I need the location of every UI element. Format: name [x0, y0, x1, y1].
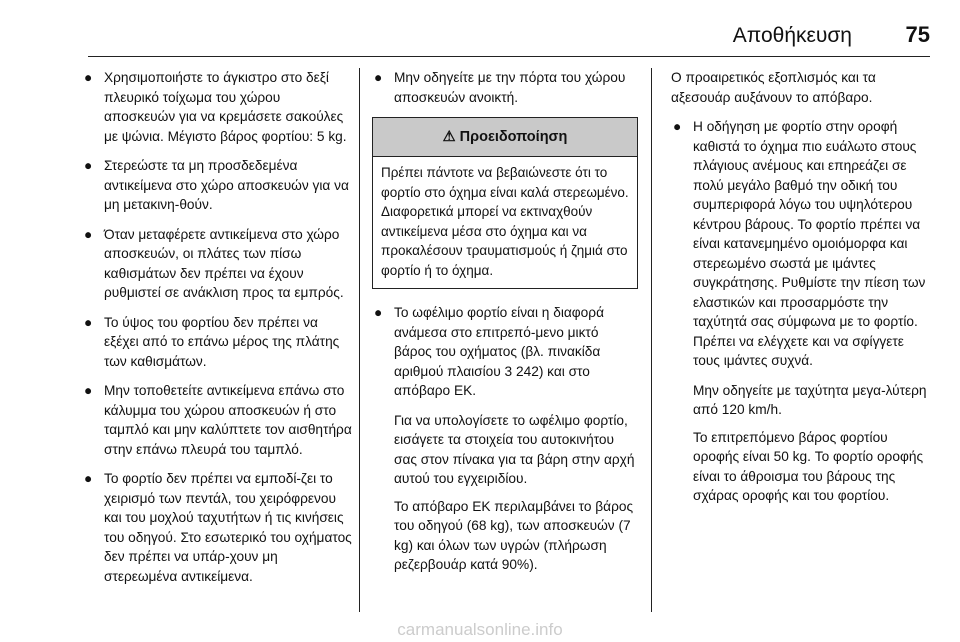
bullet-icon: ●	[374, 70, 383, 85]
bullet-icon: ●	[673, 119, 682, 134]
sub-paragraph: Μην οδηγείτε με ταχύτητα μεγα‐λύτερη από 120 km/h.	[693, 382, 927, 417]
bullet-item	[82, 68, 354, 146]
sub-paragraph: Το επιτρεπόμενο βάρος φορτίου οροφής είναι 50 kg. Το φορτίο οροφής είναι το άθροισμα του βάρους της σχάρας οροφής και του φορτίου.	[693, 429, 924, 503]
bullet-item	[372, 68, 638, 107]
bullet-text: Το ωφέλιμο φορτίο είναι η διαφορά ανάμεσα στο επιτρεπό‐μενο μικτό βάρος του οχήματος (βλ. πινακίδα αριθμού πλαισίου 3 242) και στο απόβαρο ΕΚ.	[394, 305, 604, 398]
bullet-icon: ●	[84, 226, 93, 242]
bullet-text: Μην οδηγείτε με την πόρτα του χώρου αποσκευών ανοικτή.	[394, 70, 626, 105]
bullet-text: Όταν μεταφέρετε αντικείμενα στο χώρο αποσκευών, οι πλάτες των πίσω καθισμάτων δεν πρέπει να έχουν ρυθμιστεί σε ανάκλιση προς τα εμπρός.	[104, 226, 344, 300]
bullet-icon: ●	[84, 70, 93, 85]
sub-paragraph: Για να υπολογίσετε το ωφέλιμο φορτίο, εισάγετε τα στοιχεία του αυτοκινήτου σας στον πίνακα για τα βάρη στην αρχή αυτού του εγχειριδίου.	[394, 412, 635, 486]
watermark: carmanualsonline.info	[397, 620, 563, 639]
bullet-item	[82, 225, 354, 303]
column-divider-2	[651, 68, 652, 612]
bullet-text: Η οδήγηση με φορτίο στην οροφή καθιστά το όχημα πιο ευάλωτο στους πλάγιους ανέμους και επηρεάζει σε πολύ μεγάλο βαθμό την οδική του συμπεριφορά λόγω του υψηλότερου κέντρου βάρους. Το φορτίο πρέπει να είναι κατανεμημένο ομοιόμορφα και στερεωμένο σωστά με ιμάντες συγκράτησης. Ρυθμίστε την πίεση των ελαστικών και προσαρμόστε την ταχύτητά σας σύμφωνα με το φορτίο. Πρέπει να ελέγχετε και να σφίγγετε τους ιμάντες συχνά.	[693, 119, 926, 368]
warning-header	[373, 118, 637, 157]
warning-title: Προειδοποίηση	[459, 129, 568, 145]
column-middle	[372, 68, 638, 583]
intro-paragraph: Ο προαιρετικός εξοπλισμός και τα αξεσουάρ αυξάνουν το απόβαρο.	[671, 70, 876, 105]
column-left	[82, 68, 354, 596]
page-number: 75	[905, 22, 930, 47]
bullet-text: Χρησιμοποιήστε το άγκιστρο στο δεξί πλευρικό τοίχωμα του χώρου αποσκευών για να κρεμάσετε σακούλες με ψώνια. Μέγιστο βάρος φορτίου: 5 kg.	[104, 70, 347, 144]
bullet-icon: ●	[84, 158, 93, 173]
sub-paragraph: Το απόβαρο ΕΚ περιλαμβάνει το βάρος του οδηγού (68 kg), των αποσκευών (7 kg) και όλων των υγρών (πλήρωση ρεζερβουάρ κατά 90%).	[394, 498, 634, 572]
bullet-item	[82, 313, 354, 372]
bullet-item	[82, 469, 354, 586]
bullet-icon: ●	[374, 305, 383, 320]
header-rule	[88, 56, 930, 57]
column-right	[671, 68, 932, 514]
bullet-text: Το ύψος του φορτίου δεν πρέπει να εξέχει από το επάνω μέρος της πλάτης των καθισμάτων.	[104, 314, 340, 369]
column-divider-1	[359, 68, 360, 612]
bullet-text: Το φορτίο δεν πρέπει να εμποδί‐ζει το χειρισμό των πεντάλ, του χειρόφρενου και του μοχλού ταχυτήτων ή τις κινήσεις του οδηγού. Στο εσωτερικό του οχήματος δεν πρέπει να υπάρ‐χουν μη στερεωμένα αντικείμενα.	[104, 471, 352, 584]
page-title: Αποθήκευση	[732, 24, 852, 47]
warning-box	[372, 117, 638, 289]
bullet-item	[82, 381, 354, 459]
bullet-item	[82, 156, 354, 215]
bullet-text: Μην τοποθετείτε αντικείμενα επάνω στο κάλυμμα του χώρου αποσκευών ή στο ταμπλό και μην καλύπτετε τον αισθητήρα στην επάνω πλευρά του ταμπλό.	[104, 383, 352, 457]
bullet-text: Στερεώστε τα μη προσδεδεμένα αντικείμενα στο χώρο αποσκευών για να μη μετακινη‐θούν.	[104, 158, 349, 212]
warning-text: Πρέπει πάντοτε να βεβαιώνεστε ότι το φορτίο στο όχημα είναι καλά στερεωμένο. Διαφορετικά μπορεί να εκτιναχθούν αντικείμενα μέσα στο όχημα και να προκαλέσουν τραυματισμούς ή ζημιά στο φορτίο ή το όχημα.	[381, 165, 629, 278]
bullet-icon: ●	[84, 314, 93, 330]
bullet-icon: ●	[84, 383, 93, 398]
bullet-icon: ●	[84, 471, 93, 486]
bullet-item	[671, 117, 932, 371]
warning-triangle-icon: ⚠	[442, 129, 456, 145]
bullet-item	[372, 303, 638, 401]
